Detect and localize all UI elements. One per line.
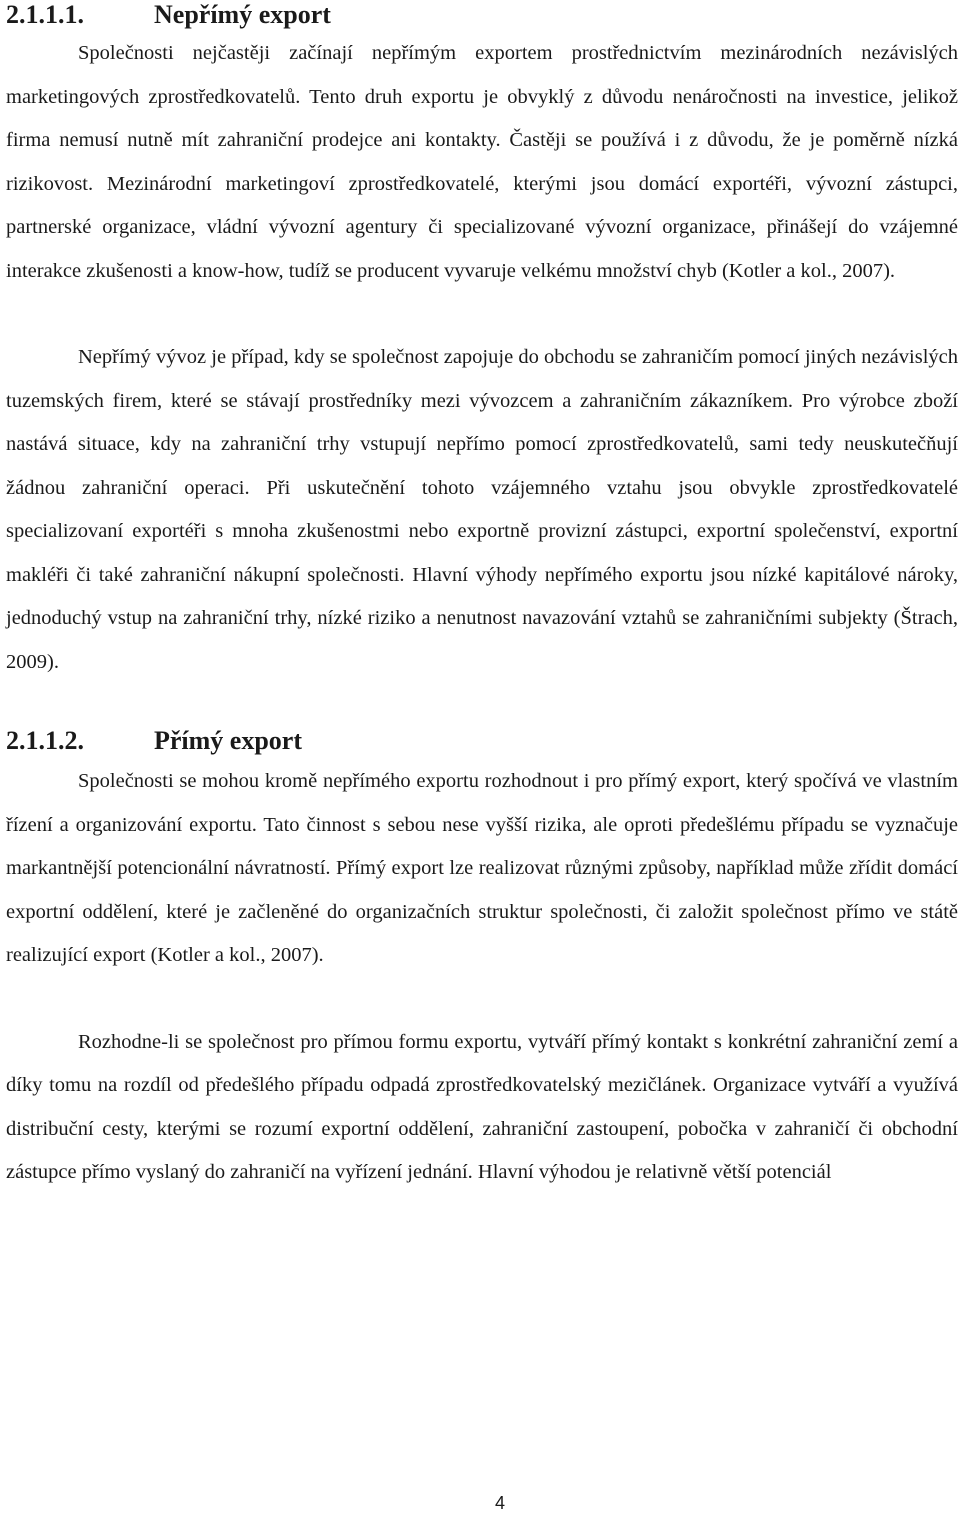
section-title: Přímý export [154, 726, 303, 755]
section-number: 2.1.1.1. [6, 0, 84, 29]
section-number: 2.1.1.2. [6, 726, 84, 755]
paragraph: Rozhodne-li se společnost pro přímou formu exportu, vytváří přímý kontakt s konkrétní zahraniční zemí a díky tomu na rozdíl od předešlého případu odpadá zprostředkovatelský mezičlánek. Organizace vytváří a využívá distribuční cesty, kterými se rozumí exportní oddělení, zahraniční zastoupení, pobočka v zahraničí či obchodní zástupce přímo vyslaný do zahraničí na vyřízení jednání. Hlavní výhodou je relativně větší potenciál [6, 1030, 958, 1183]
section-heading-direct-export [6, 726, 958, 756]
page-number: 4 [494, 1493, 505, 1513]
section-title: Nepřímý export [154, 0, 331, 29]
section-heading-indirect-export [6, 0, 958, 30]
document-page [6, 0, 958, 1195]
paragraph: Nepřímý vývoz je případ, kdy se společnost zapojuje do obchodu se zahraničím pomocí jiných nezávislých tuzemských firem, které se stávají prostředníky mezi vývozcem a zahraničním zákazníkem. Pro výrobce zboží nastává situace, kdy na zahraniční trhy vstupují nepřímo pomocí zprostředkovatelů, sami tedy neuskutečňují žádnou zahraniční operaci. Při uskutečnění tohoto vzájemného vztahu jsou obvykle zprostředkovatelé specializovaní exportéři s mnoha zkušenostmi nebo exportně provizní zástupci, exportní společenství, exportní makléři či také zahraniční nákupní společnosti. Hlavní výhody nepřímého exportu jsou nízké kapitálové nároky, jednoduchý vstup na zahraniční trhy, nízké riziko a nenutnost navazování vztahů se zahraničními subjekty (Štrach, 2009). [6, 346, 958, 673]
paragraph: Společnosti nejčastěji začínají nepřímým exportem prostřednictvím mezinárodních nezávislých marketingových zprostředkovatelů. Tento druh exportu je obvyklý z důvodu nenáročnosti na investice, jelikož firma nemusí nutně mít zahraniční prodejce ani kontakty. Častěji se používá i z důvodu, že je poměrně nízká rizikovost. Mezinárodní marketingoví zprostředkovatelé, kterými jsou domácí exportéři, vývozní zástupci, partnerské organizace, vládní vývozní agentury či specializované vývozní organizace, přinášejí do vzájemné interakce zkušenosti a know-how, tudíž se producent vyvaruje velkému množství chyb (Kotler a kol., 2007). [6, 42, 958, 282]
paragraph: Společnosti se mohou kromě nepřímého exportu rozhodnout i pro přímý export, který spočívá ve vlastním řízení a organizování exportu. Tato činnost s sebou nese vyšší rizika, ale oproti předešlému případu se vyznačuje markantnější potencionální návratností. Přímý export lze realizovat různými způsoby, například může zřídit domácí exportní oddělení, které je začleněné do organizačních struktur společnosti, či založit společnost přímo ve státě realizující export (Kotler a kol., 2007). [6, 770, 958, 966]
